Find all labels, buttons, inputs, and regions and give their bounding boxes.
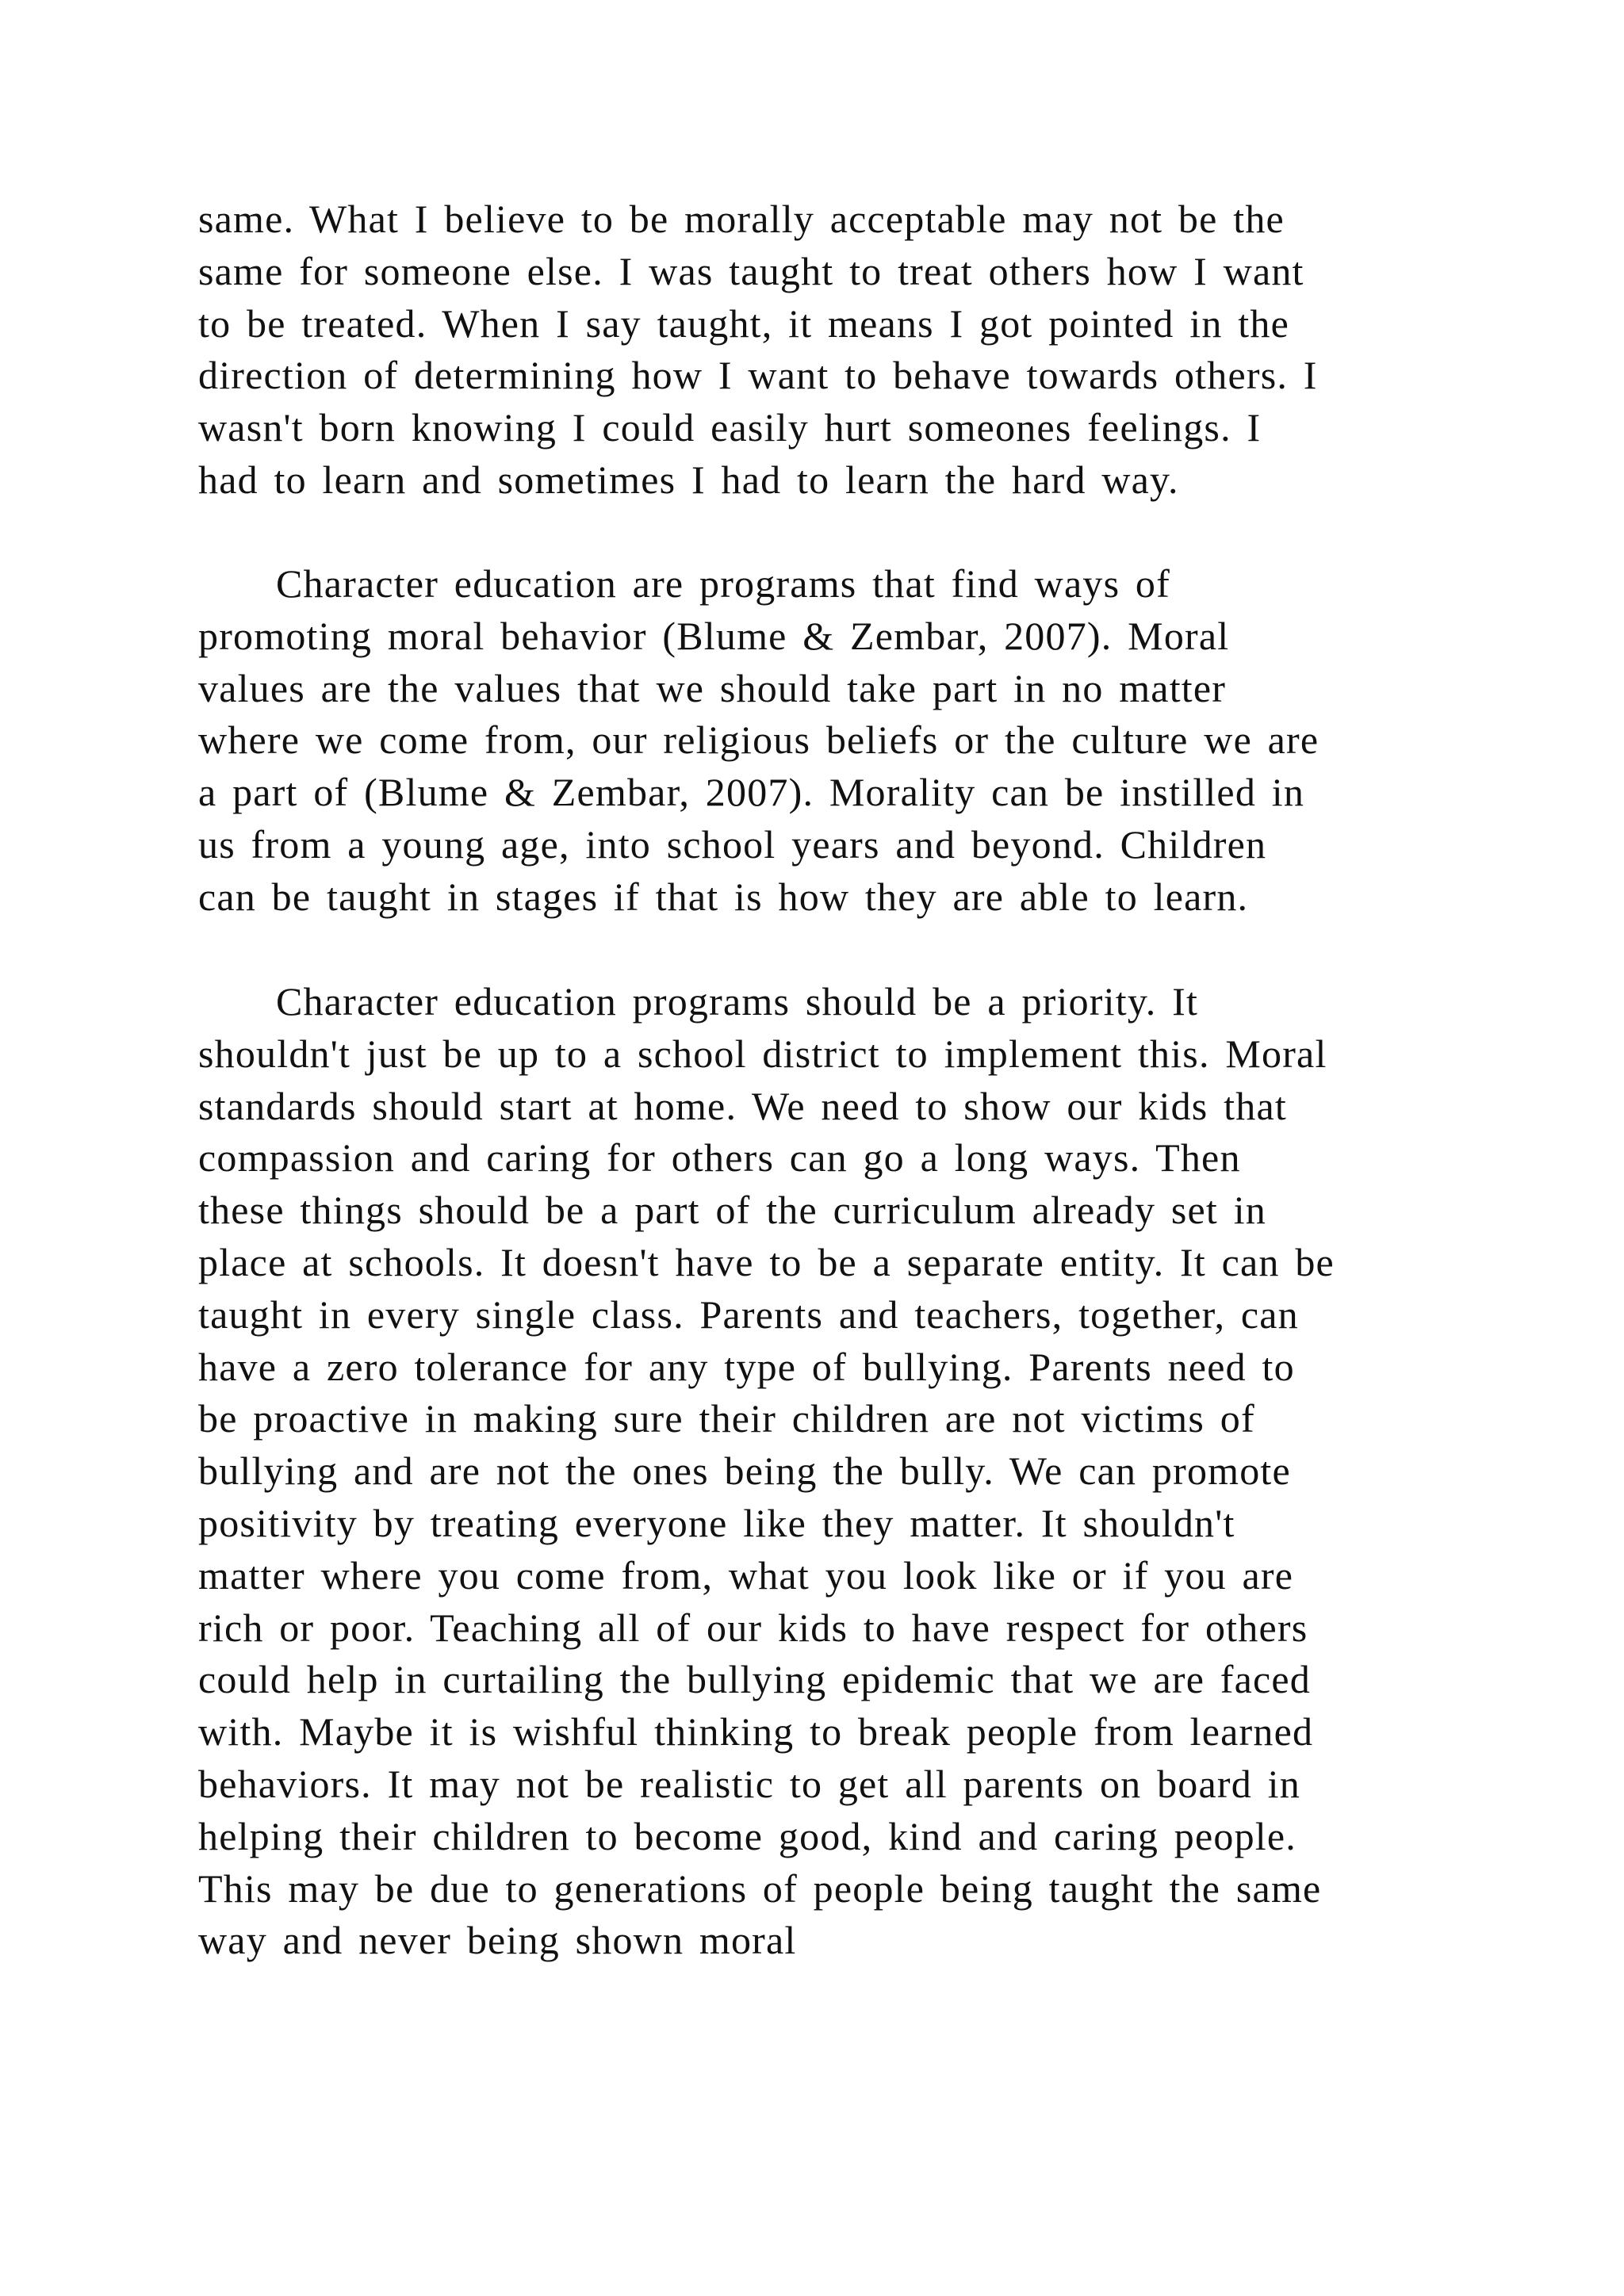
paragraph-line: matter where you come from, what you look like or if you are: [198, 1552, 1294, 1598]
paragraph-line: compassion and caring for others can go a long ways. Then: [198, 1135, 1241, 1181]
paragraph-line: promoting moral behavior (Blume & Zembar, 2007). Moral: [198, 613, 1230, 658]
paragraph-line: a part of (Blume & Zembar, 2007). Morality can be instilled in: [198, 770, 1305, 815]
paragraph-line: have a zero tolerance for any type of bullying. Parents need to: [198, 1344, 1295, 1389]
paragraph-line: helping their children to become good, kind and caring people.: [198, 1813, 1297, 1858]
paragraph-line: standards should start at home. We need to show our kids that: [198, 1083, 1287, 1128]
paragraph-line: positivity by treating everyone like they matter. It shouldn't: [198, 1500, 1235, 1545]
paragraph-first-line: Character education are programs that find ways of: [276, 561, 1170, 606]
paragraph-line: can be taught in stages if that is how they are able to learn.: [198, 874, 1249, 919]
paragraph-line: wasn't born knowing I could easily hurt someones feelings. I: [198, 405, 1262, 450]
paragraph-line: shouldn't just be up to a school district to implement this. Moral: [198, 1031, 1327, 1076]
paragraph-line: us from a young age, into school years and beyond. Children: [198, 821, 1267, 867]
paragraph-first-line: Character education programs should be a priority. It: [276, 979, 1199, 1024]
paragraph-line: taught in every single class. Parents and teachers, together, can: [198, 1292, 1299, 1337]
paragraph-line: same for someone else. I was taught to treat others how I want: [198, 248, 1304, 293]
paragraph-line: be proactive in making sure their children are not victims of: [198, 1396, 1255, 1441]
paragraph-line: could help in curtailing the bullying epidemic that we are faced: [198, 1657, 1312, 1702]
paragraph-line: values are the values that we should take part in no matter: [198, 665, 1227, 710]
paragraph-line: way and never being shown moral: [198, 1918, 797, 1963]
paragraph-line: these things should be a part of the curriculum already set in: [198, 1188, 1266, 1233]
paragraph-line: same. What I believe to be morally acceptable may not be the: [198, 197, 1285, 241]
paragraph-line: had to learn and sometimes I had to learn the hard way.: [198, 457, 1179, 502]
paragraph-line: place at schools. It doesn't have to be a separate entity. It can be: [198, 1239, 1335, 1284]
paragraph-line: where we come from, our religious beliefs or the culture we are: [198, 718, 1320, 763]
paragraph-line: This may be due to generations of people being taught the same: [198, 1866, 1322, 1911]
paragraph-3: [198, 976, 1435, 1967]
paragraph-line: to be treated. When I say taught, it means I got pointed in the: [198, 300, 1289, 346]
paragraph-line: with. Maybe it is wishful thinking to break people from learned: [198, 1709, 1314, 1755]
paragraph-1: [198, 193, 1435, 507]
paragraph-line: behaviors. It may not be realistic to get all parents on board in: [198, 1761, 1300, 1806]
paragraph-line: rich or poor. Teaching all of our kids to have respect for others: [198, 1605, 1308, 1650]
paragraph-line: direction of determining how I want to behave towards others. I: [198, 353, 1318, 398]
paragraph-line: bullying and are not the ones being the bully. We can promote: [198, 1448, 1291, 1494]
paragraph-2: [198, 558, 1435, 924]
